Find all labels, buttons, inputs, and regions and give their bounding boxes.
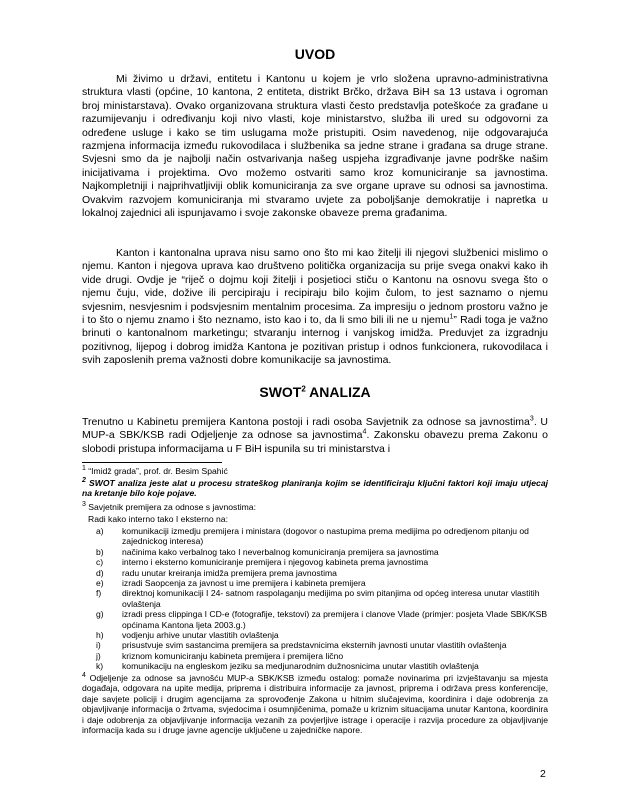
section-title-swot [82,384,548,400]
list-item-letter: d) [96,567,104,578]
list-item-letter: b) [96,546,104,557]
list-item-text: izradi Saopcenja za javnost u ime premijera i kabineta premijera [122,578,366,589]
footnote-3-list-item [96,526,548,547]
footnote-ref-3: 3 [529,415,534,423]
swot-paragraph-text-a: Trenutno u Kabinetu premijera Kantona postoji i radi osoba Savjetnik za odnose sa javnostima [82,416,530,428]
footnote-1-text: “Imidž grada”, prof. dr. Besim Spahić [85,466,228,476]
intro-paragraph-2 [82,247,548,368]
list-item-text: direktnoj komunikaciji I 24- satnom raspolaganju medijima po svim pitanjima od općeg interesa unutar vlastitih ovlaštenja [122,588,540,609]
list-item-text: izradi press clippinga I CD-e (fotografije, tekstovi) za premijera i clanove Vlade (primjer: posjeta Vlade SBK/KSB općinama Kantona ljeta 2003.g.) [122,609,548,630]
list-item-letter: e) [96,578,104,589]
footnote-3-list-item [96,640,548,650]
footnote-3-list-item [96,588,548,609]
footnote-2-text: SWOT analiza jeste alat u procesu strateškog planiranja kojim se identificiraju ključni faktori koji imaju utjecaj na kretanje bilo koje pojave. [82,478,548,499]
section-title-uvod: UVOD [294,46,336,62]
list-item-letter: h) [96,630,104,641]
footnote-1 [82,466,548,476]
footnote-3-list [96,526,548,672]
list-item-text: interno i eksterno komuniciranje premijera i njegovog kabineta prema javnostima [122,557,429,568]
list-item-letter: i) [96,640,101,651]
intro-paragraph-1: Mi živimo u državi, entitetu i Kantonu u kojem je vrlo složena upravno-administrativna struktura vlasti (općine, 10 kantona, 2 entiteta, distrikt Brčko, država BiH sa 13 ustava i ogroman broj ministarstava). Ovako organizovana struktura vlasti često predstavlja poteškoće za građane u razumijevanju i određivanju koji nivo vlasti, koje ministarstvo, služba ili ured su odgovorni za određene usluge i kako se tim uslugama može pristupiti. Osim navedenog, nije odgovarajuća razmjena informacija između rukovodilaca i službenika sa jedne strane i građana sa druge strane. Svjesni smo da je najbolji način ostvarivanja našeg uspjeha izgrađivanje javne podrške našim inicijativama i projektima. Ovo možemo ostvariti samo kroz komuniciranje sa javnostima. Najkompletniji i najprihvatljiviji oblik komuniciranja za sve organe uprave su odnosi sa javnostima. Ovakvim razvojem komuniciranja mi stvaramo uvjete za poboljšanje demokratije i napretka u lokalnoj zajednici ali ispunjavamo i svoje zakonske obaveze prema građanima. [82,73,548,220]
footnote-4-number: 4 [82,672,86,680]
list-item-text: načinima kako verbalnog tako I neverbalnog komuniciranja premijera sa javnostima [122,546,439,557]
swot-paragraph [82,416,548,456]
list-item-letter: c) [96,557,104,568]
footnote-3-list-item [96,578,548,588]
swot-paragraph-text-c: . Zakonsku obavezu prema Zakonu o slobodi pristupa informacijama u F BiH ispunila su tri ministarstva i [82,429,548,455]
footnote-3-list-item [96,651,548,661]
list-item-letter: g) [96,609,104,620]
list-item-letter: a) [96,526,104,536]
list-item-text: kriznom komuniciranju kabineta premijera i premijera lično [122,650,344,661]
footnote-1-number: 1 [82,465,86,473]
footnote-ref-1: 1 [449,313,454,321]
footnote-2 [82,478,548,499]
list-item-text: prisustvuje svim sastancima premijera sa predstavnicima eksternih javnosti unutar vlastitih ovlaštenja [122,640,507,651]
footnote-4-text: Odjeljenje za odnose sa javnošću MUP-a SBK/KSB između ostalog: pomaže novinarima pri izvještavanju sa mjesta događaja, odgovara na upite medija, priprema i distribuira informacije za javnost, priprema i održava press konferencije, daje savjete policiji i drugim agencijama za sprovođenje Zakona u hitnim slučajevima, koordinira i daje odobrenja za objavljivanje informacija o žrtvama, svjedocima i osumnjičenima, pomaže u kriznim situacijama unutar Kantona, koordinira i daje odobrenja za objavljivanje informacija vezanih za povjerljive istrage i operacije i razvija procedure za objavljivanje informacija kada su i druge javne agencije uključene u zajedničke napore. [82,673,548,736]
footnote-3-list-item [96,630,548,640]
list-item-text: komunikaciju na engleskom jeziku sa medjunarodnim dužnosnicima unutar vlastitih ovlaštenja [122,661,479,672]
footnote-3-subtitle: Radi kako interno tako I eksterno na: [88,514,228,524]
list-item-text: vodjenju arhive unutar vlastitih ovlaštenja [122,630,279,641]
list-item-text: radu unutar kreiranja imidža premijera prema javnostima [122,567,337,578]
footnote-3 [82,502,548,512]
footnote-2-number: 2 [82,477,86,485]
footnote-ref-4: 4 [362,428,367,436]
footnote-3-list-item [96,661,548,671]
swot-title-text: SWOT [259,384,302,400]
footnote-4 [82,673,548,735]
footnote-separator [82,462,222,463]
footnote-3-list-item [96,547,548,557]
page-number: 2 [540,768,546,780]
list-item-letter: f) [96,588,102,599]
footnote-3-list-item [96,609,548,630]
swot-paragraph-text-b: . U MUP-a SBK/KSB radi Odjeljenje za odnose sa javnostima [82,416,548,442]
list-item-letter: k) [96,661,104,672]
intro-paragraph-2-text-a: Kanton i kantonalna uprava nisu samo ono što mi kao žitelji ili njegovi službenici mislimo o njemu. Kanton i njegova uprava kao društveno politička organizacija su prije svega onakvi kako ih vide drugi. Ovdje je “riječ o dojmu koji žitelji i posjetioci stiču o Kantonu na osnovu svega što o njemu čuju, vide, dožive ili percipiraju i recipiraju bilo kojim čulom, to jest saznamo o njemu svjesnim, nesvjesnim i podsvjesnim mentalnim procesima. Za impresiju o jednom prostoru važno je i to što o njemu znamo i što neznamo, isto kao i to, da li smo bili ili ne u njemu [82,247,548,327]
list-item-letter: j) [96,650,101,661]
intro-paragraph-2-text-b: ” Radi toga je važno brinuti o kantonalnom marketingu; stvaranju internog i vanjskog imidža. Preduvjet za izgradnju pozitivnog, lijepog i dobrog imidža Kantona je pozitivan pristup i odnos funkcionera, rukovodilaca i svih zaposlenih prema važnosti dobre komunikacije sa javnostima. [82,314,549,367]
swot-title-suffix: ANALIZA [305,384,371,400]
footnote-ref-2: 2 [301,384,306,394]
footnote-3-text: Savjetnik premijera za odnose s javnostima: [85,502,256,512]
footnote-3-number: 3 [82,501,86,509]
list-item-text: komunikaciji izmedju premijera i ministara (dogovor o nastupima prema medijima po odredjenom pitanju od zajednickog interesa) [122,526,529,547]
footnote-3-list-item [96,557,548,567]
footnote-3-list-item [96,568,548,578]
